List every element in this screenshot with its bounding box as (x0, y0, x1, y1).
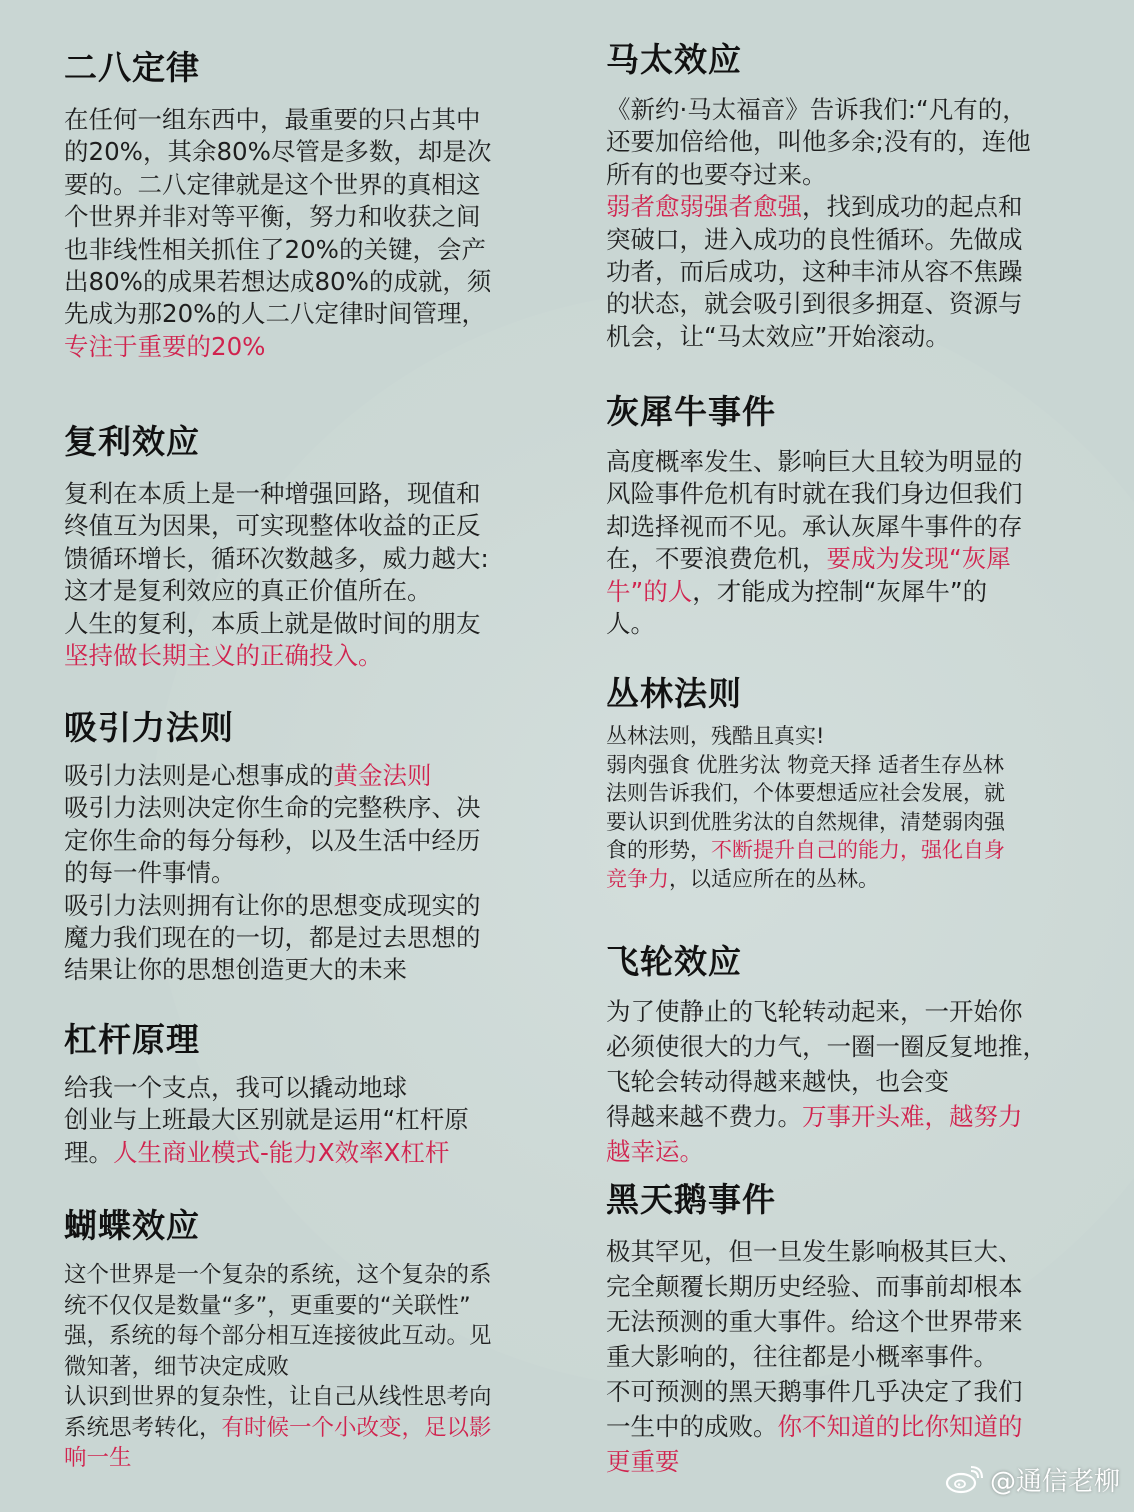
body-line: 要的。二八定律就是这个世界的真相这 (64, 169, 481, 199)
body-line: 《新约·马太福音》告诉我们:“凡有的， (606, 95, 1027, 124)
section-body (606, 94, 1076, 353)
body-line: 在任何一组东西中，最重要的只占其中 (64, 105, 481, 134)
body-line: 突破口，进入成功的良性循环。先做成 (606, 224, 1023, 254)
body-line: 也非线性相关抓住了20%的关键，会产 (64, 234, 486, 264)
section-gray-rhino (606, 392, 1076, 640)
body-line: 定你生命的每分每秒，以及生活中经历 (64, 825, 481, 855)
highlight-text: 不断提升自己的能力，强化自身 (711, 838, 1005, 862)
section-body (64, 104, 534, 363)
body-line: 为了使静止的飞轮转动起来，一开始你 (606, 997, 1023, 1026)
body-line (64, 1137, 534, 1169)
body-line: 完全颠覆长期历史经验、而事前却根本 (606, 1272, 1023, 1301)
section-pareto (64, 48, 534, 363)
highlight-text: 人生商业模式-能力X效率X杠杆 (113, 1137, 450, 1167)
section-title: 吸引力法则 (64, 708, 234, 747)
body-line: 吸引力法则拥有让你的思想变成现实的 (64, 890, 481, 920)
highlight-text: 坚持做长期主义的正确投入。 (64, 641, 383, 671)
body-line: 这个世界是一个复杂的系统，这个复杂的系 (64, 1262, 492, 1288)
body-line (606, 865, 1076, 894)
section-black-swan (606, 1180, 1076, 1479)
section-body (606, 994, 1076, 1169)
body-line: 飞轮会转动得越来越快，也会变 (606, 1067, 949, 1096)
body-line (606, 836, 1076, 865)
section-body (64, 760, 534, 987)
body-line: 丛林法则，残酷且真实! (606, 724, 825, 748)
body-line: 重大影响的，往往都是小概率事件。 (606, 1342, 998, 1371)
highlight-text: 弱者愈弱强者愈强 (606, 192, 802, 222)
body-line: 要认识到优胜劣汰的自然规律，清楚弱肉强 (606, 809, 1005, 834)
weibo-icon (944, 1465, 984, 1495)
highlight-text: 响一生 (64, 1445, 132, 1471)
body-line: 人生的复利，本质上就是做时间的朋友 (64, 608, 481, 638)
highlight-text: 有时候一个小改变，足以影 (221, 1414, 492, 1441)
body-line: 先成为那20%的人二八定律时间管理， (64, 299, 486, 329)
body-text: 理。 (64, 1137, 113, 1167)
body-line: 终值互为因果，可实现整体收益的正反 (64, 511, 481, 541)
body-line: 不可预测的黑天鹅事件几乎决定了我们 (606, 1377, 1023, 1406)
highlight-text: 更重要 (606, 1447, 680, 1476)
body-line: 微知著，细节决定成败 (64, 1353, 290, 1380)
body-line: 风险事件危机有时就在我们身边但我们 (606, 479, 1023, 509)
highlight-text: 专注于重要的20% (64, 331, 266, 361)
section-body (606, 722, 1076, 893)
body-line: 给我一个支点，我可以撬动地球 (64, 1073, 407, 1102)
section-butterfly (64, 1206, 534, 1474)
section-body (606, 1234, 1076, 1479)
body-text: 系统思考转化， (64, 1414, 222, 1441)
highlight-text: 越幸运。 (606, 1137, 704, 1166)
body-line: 的状态，就会吸引到很多拥趸、资源与 (606, 289, 1023, 319)
section-matthew (606, 40, 1076, 353)
body-line: 认识到世界的复杂性，让自己从线性思考向 (64, 1384, 492, 1410)
section-title: 蝴蝶效应 (64, 1206, 200, 1245)
section-flywheel (606, 942, 1076, 1169)
watermark (944, 1461, 1120, 1498)
highlight-text: 你不知道的比你知道的 (777, 1412, 1023, 1441)
section-compound (64, 422, 534, 672)
body-line (606, 1409, 1076, 1444)
body-text: 食的形势， (606, 838, 711, 862)
body-line: 结果让你的思想创造更大的未来 (64, 955, 407, 985)
body-line: 功者，而后成功，这种丰沛从容不焦躁 (606, 257, 1023, 287)
section-title: 杠杆原理 (64, 1020, 200, 1059)
section-body (64, 478, 534, 672)
body-line: 的20%，其余80%尽管是多数，却是次 (64, 137, 492, 167)
body-line: 强，系统的每个部分相互连接彼此互动。见 (64, 1323, 492, 1349)
body-line: 个世界并非对等平衡，努力和收获之间 (64, 202, 481, 232)
body-line (64, 760, 534, 792)
body-line (606, 576, 1076, 608)
body-text: ，找到成功的起点和 (802, 192, 1023, 222)
body-line: 出80%的成果若想达成80%的成就，须 (64, 267, 492, 297)
body-line (606, 191, 1076, 223)
highlight-text: 黄金法则 (333, 761, 432, 790)
body-line (606, 1099, 1076, 1134)
body-line: 机会，让“马太效应”开始滚动。 (606, 321, 950, 351)
body-line: 所有的也要夺过来。 (606, 159, 827, 189)
body-line: 的每一件事情。 (64, 858, 236, 888)
body-text: 得越来越不费力。 (606, 1102, 802, 1131)
body-line (64, 1413, 534, 1444)
body-line: 无法预测的重大事件。给这个世界带来 (606, 1307, 1023, 1336)
section-title: 二八定律 (64, 48, 200, 87)
body-line: 极其罕见，但一旦发生影响极其巨大、 (606, 1237, 1023, 1266)
highlight-text: 竞争力 (606, 866, 669, 891)
body-line: 馈循环增长，循环次数越多，威力越大: (64, 543, 489, 573)
body-line: 统不仅仅是数量“多”，更重要的“关联性” (64, 1292, 471, 1319)
body-line: 必须使很大的力气，一圈一圈反复地推， (606, 1032, 1047, 1061)
body-line: 人。 (606, 609, 655, 639)
body-line: 吸引力法则决定你生命的完整秩序、决 (64, 793, 481, 823)
body-line: 这才是复利效应的真正价值所在。 (64, 576, 432, 606)
body-line: 魔力我们现在的一切，都是过去思想的 (64, 923, 481, 953)
body-text: ，才能成为控制“灰犀牛”的 (692, 576, 988, 606)
body-line: 却选择视而不见。承认灰犀牛事件的存 (606, 511, 1023, 541)
section-attraction (64, 708, 534, 987)
section-title: 丛林法则 (606, 674, 742, 713)
section-body (606, 446, 1076, 640)
section-title: 马太效应 (606, 40, 742, 79)
watermark-text: @通信老柳 (989, 1467, 1120, 1497)
section-body (64, 1072, 534, 1169)
body-text: 在，不要浪费危机， (606, 544, 827, 574)
section-title: 飞轮效应 (606, 942, 742, 981)
highlight-text: 要成为发现“灰犀 (826, 544, 1011, 574)
body-line (606, 543, 1076, 575)
body-line: 还要加倍给他，叫他多余;没有的，连他 (606, 127, 1031, 157)
highlight-text: 牛”的人 (606, 576, 693, 606)
section-jungle (606, 674, 1076, 893)
section-title: 黑天鹅事件 (606, 1180, 776, 1219)
section-body (64, 1260, 534, 1474)
section-title: 灰犀牛事件 (606, 392, 776, 431)
highlight-text: 万事开头难，越努力 (802, 1102, 1023, 1131)
body-line: 创业与上班最大区别就是运用“杠杆原 (64, 1105, 469, 1135)
body-line: 高度概率发生、影响巨大且较为明显的 (606, 447, 1023, 476)
section-leverage (64, 1020, 534, 1169)
section-title: 复利效应 (64, 422, 200, 461)
body-text: 吸引力法则是心想事成的 (64, 761, 334, 790)
body-text: ，以适应所在的丛林。 (669, 866, 879, 891)
body-line: 法则告诉我们，个体要想适应社会发展，就 (606, 781, 1005, 805)
body-line: 弱肉强食 优胜劣汰 物竞天择 适者生存丛林 (606, 752, 1005, 777)
body-text: 一生中的成败。 (606, 1412, 778, 1441)
body-line: 复利在本质上是一种增强回路，现值和 (64, 479, 481, 508)
